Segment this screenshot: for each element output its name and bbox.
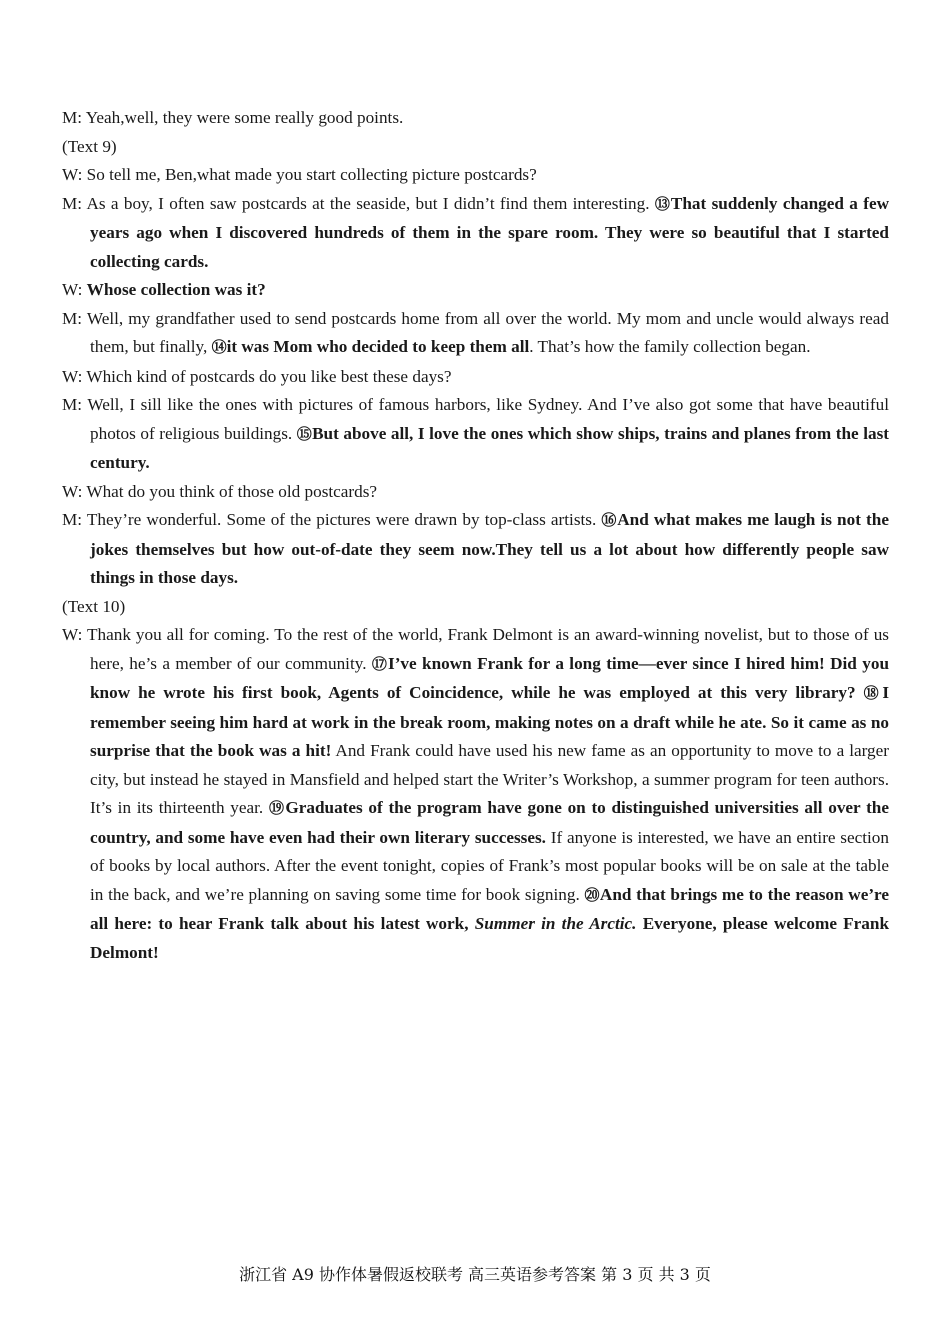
plain-text: . That’s how the family collection began. <box>529 337 811 356</box>
question-number-16: ⑯ <box>601 513 618 529</box>
speaker-label: M: <box>62 308 83 328</box>
answer-key-text: Everyone, please welcome Frank Delmont! <box>90 914 890 962</box>
question-number-15: ⑮ <box>296 426 313 443</box>
answer-key-text: But above all, I love the ones which show ships, trains and planes from the last century. <box>90 423 890 472</box>
text-10-heading: (Text 10) <box>62 596 126 616</box>
speaker-label: M: <box>62 193 83 213</box>
answer-script-body <box>62 104 889 967</box>
dialogue-line-m4 <box>62 391 889 478</box>
dialogue-line-w3: W: Which kind of postcards do you like best these days? <box>62 366 452 386</box>
page-footer: 浙江省 A9 协作体暑假返校联考 高三英语参考答案 第 3 页 共 3 页 <box>239 1265 711 1284</box>
dialogue-line-m1: M: Yeah,well, they were some really good points. <box>62 108 404 127</box>
plain-text: As a boy, I often saw postcards at the seaside, but I didn’t find them interesting. <box>86 193 650 213</box>
speaker-label: W: <box>62 280 83 299</box>
answer-key-text: I remember seeing him hard at work in the break room, making notes on a draft while he ate. So it came as no surprise that the book was a hit! <box>90 683 890 760</box>
dialogue-line-m3 <box>62 305 889 363</box>
plain-text: Well, my grandfather used to send postcards home from all over the world. My mom and uncle would always read them, but finally, <box>86 308 889 356</box>
dialogue-line-w1: W: So tell me, Ben,what made you start collecting picture postcards? <box>62 165 537 184</box>
question-number-14: ⑭ <box>211 340 227 356</box>
answer-key-text: I’ve known Frank for a long time—ever since I hired him! Did you know he wrote his first book, Agents of Coincidence, while he was employed at this very library? <box>90 653 889 702</box>
answer-key-text: Whose collection was it? <box>86 280 266 299</box>
speaker-label: M: <box>62 510 83 529</box>
plain-text: Well, I sill like the ones with pictures of famous harbors, like Sydney. And I’ve also got some that have beautiful photos of religious buildings. <box>87 395 889 443</box>
answer-key-text: Graduates of the program have gone on to distinguished universities all over the country, and some have even had their own literary successes. <box>90 798 889 847</box>
question-number-18: ⑱ <box>863 686 883 702</box>
plain-text: They’re wonderful. Some of the pictures were drawn by top-class artists. <box>86 510 597 529</box>
answer-key-text: And that brings me to the reason we’re all here: to hear Frank talk about his latest work, <box>90 884 889 933</box>
dialogue-line-w5 <box>62 621 889 967</box>
question-number-13: ⑬ <box>654 196 671 213</box>
plain-text: If anyone is interested, we have an entire section of books by local authors. After the event tonight, copies of Frank’s most popular books will be on sale at the table in the back, and we’re planning on saving some time for book signing. <box>90 827 889 904</box>
answer-key-text: And what makes me laugh is not the jokes themselves but how out-of-date they seem now.They tell us a lot about how differently people saw things in those days. <box>90 510 889 587</box>
answer-key-text: That suddenly changed a few years ago when I discovered hundreds of them in the spare room. They were so beautiful that I started collecting cards. <box>90 193 889 271</box>
plain-text: And Frank could have used his new fame as an opportunity to move to a larger city, but instead he stayed in Mansfield and helped start the Writer’s Workshop, a summer program for teen authors. It’s in its thirteenth year. <box>90 741 890 817</box>
speaker-label: M: <box>62 395 83 414</box>
text-9-heading: (Text 9) <box>62 136 117 156</box>
answer-key-text: it was Mom who decided to keep them all <box>226 337 530 356</box>
dialogue-line-m2 <box>62 190 889 277</box>
question-number-20: ⑳ <box>584 887 600 904</box>
plain-text: Thank you all for coming. To the rest of the world, Frank Delmont is an award-winning novelist, but to those of us here, he’s a member of our community. <box>87 625 889 673</box>
question-number-17: ⑰ <box>371 656 388 673</box>
dialogue-line-m5 <box>62 506 889 593</box>
speaker-label: W: <box>62 625 83 644</box>
dialogue-line-w4: W: What do you think of those old postcards? <box>62 481 378 501</box>
question-number-19: ⑲ <box>268 801 286 817</box>
book-title: Summer in the Arctic. <box>474 914 637 933</box>
dialogue-line-w2 <box>62 276 889 305</box>
